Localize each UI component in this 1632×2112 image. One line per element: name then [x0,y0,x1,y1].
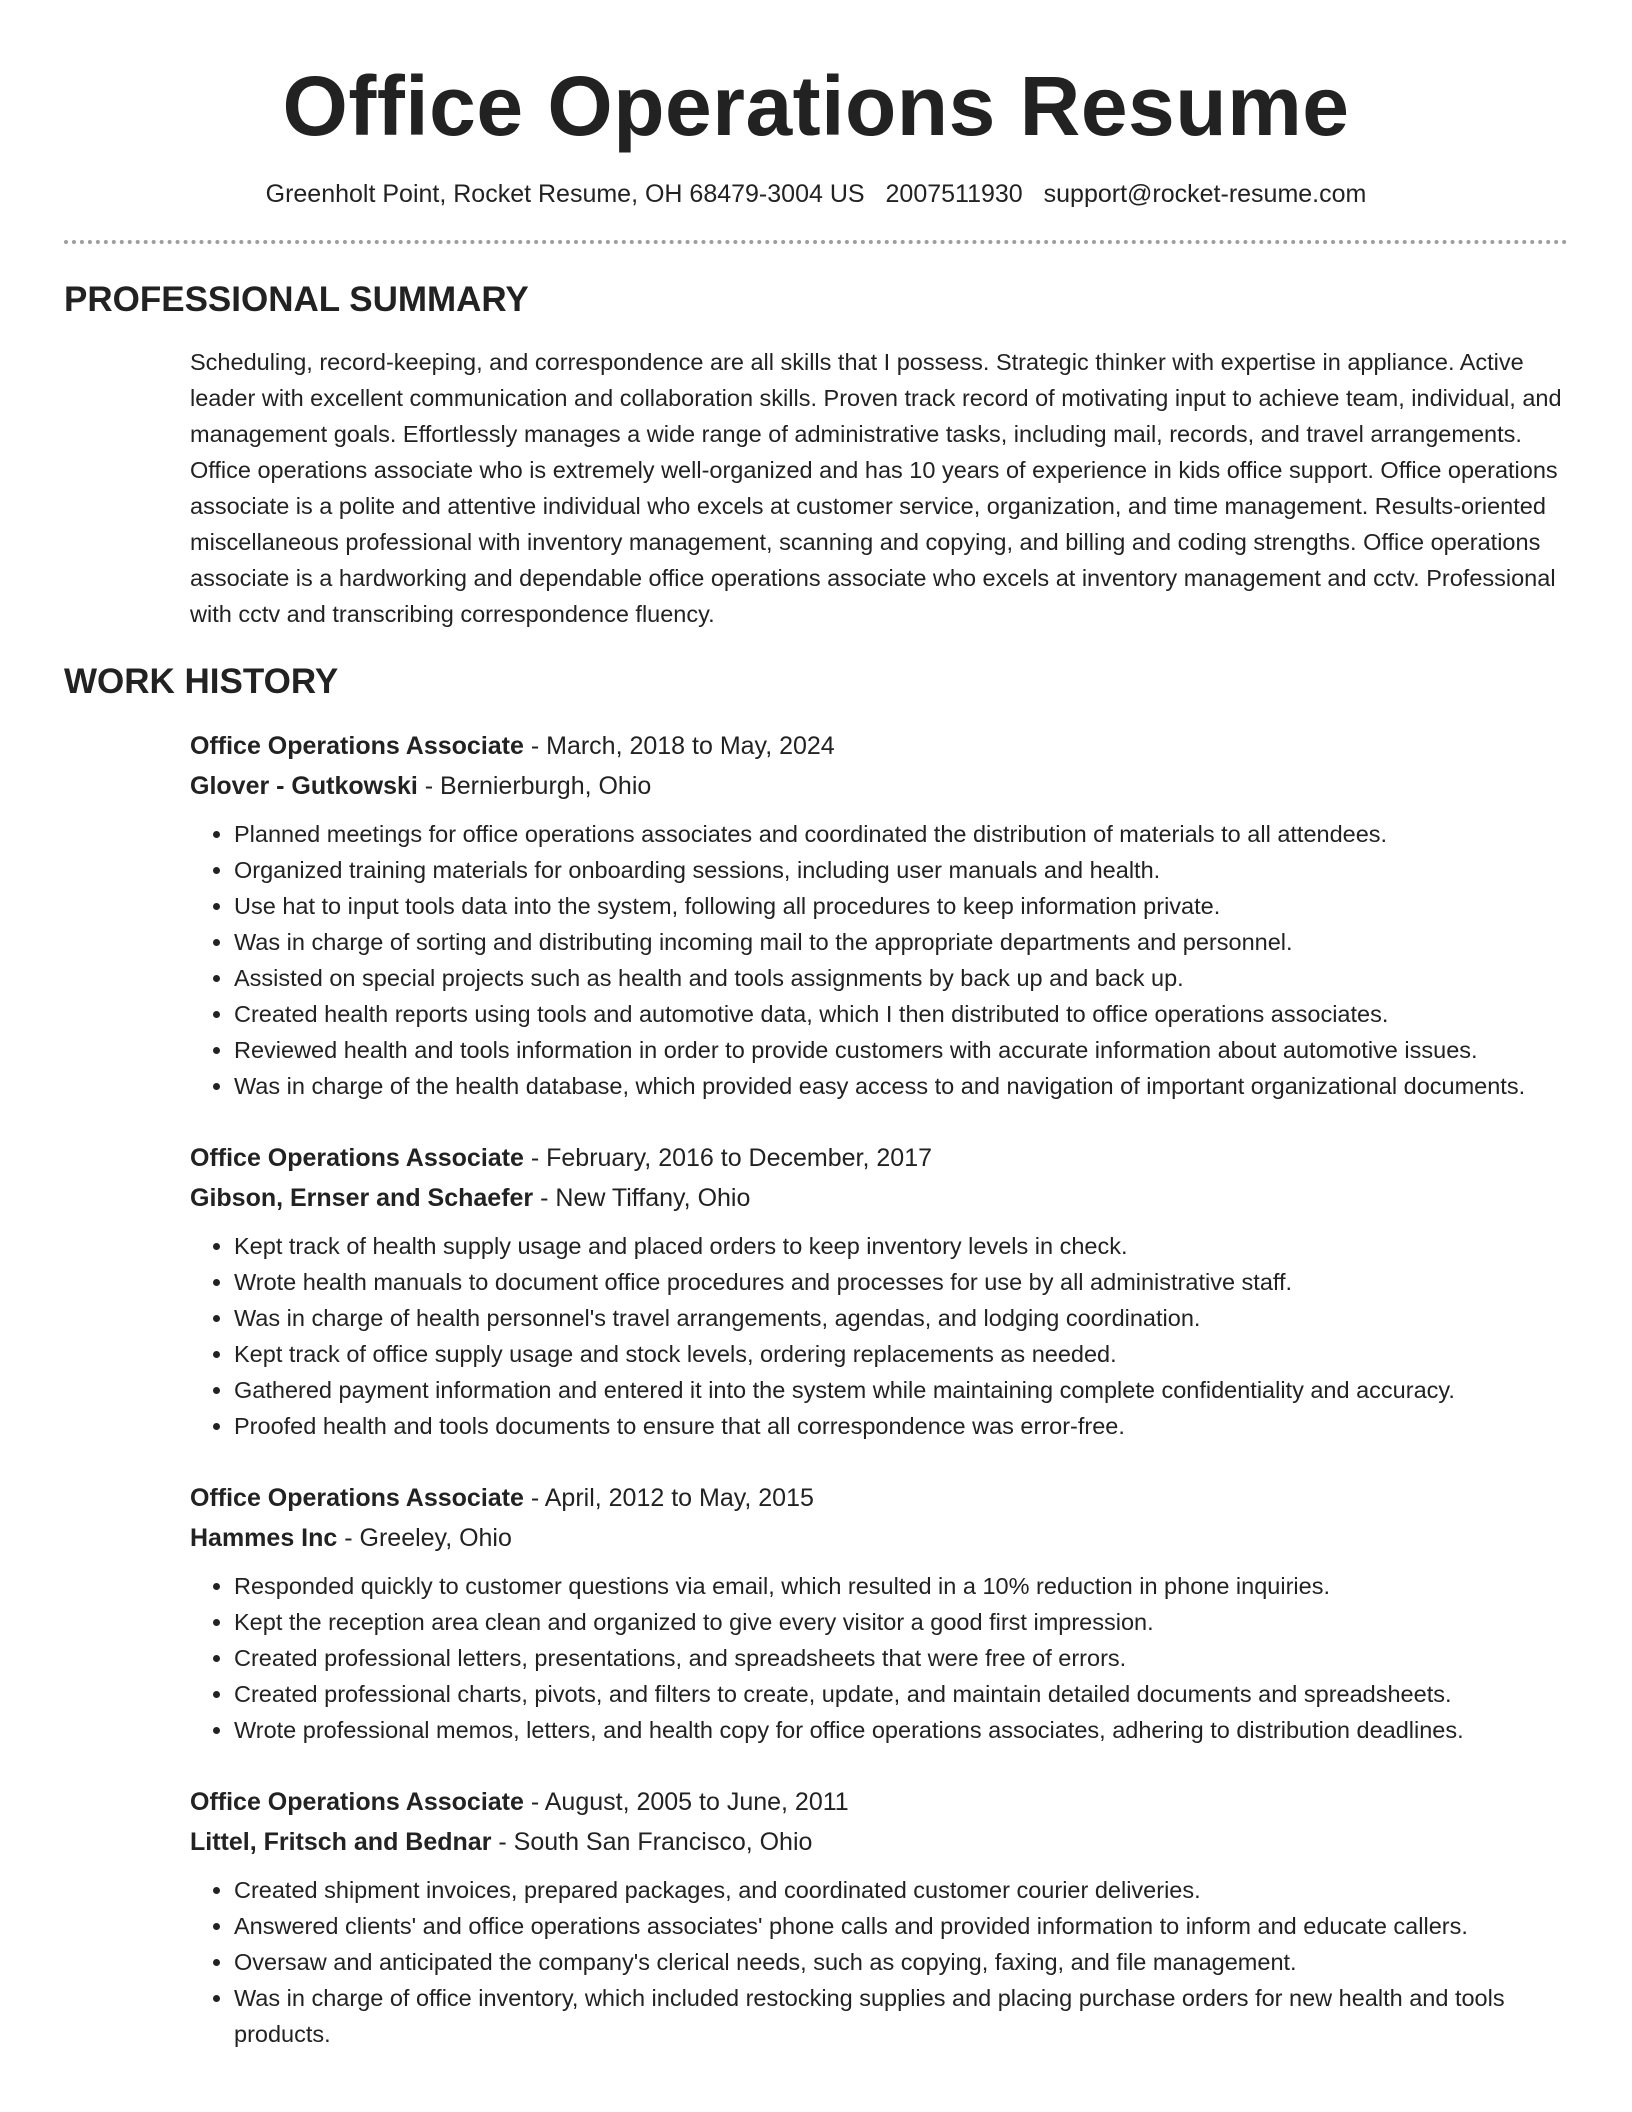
job-location: - Bernierburgh, Ohio [417,772,652,800]
job-role: Office Operations Associate [190,1484,524,1512]
job-bullets [190,1568,1568,1748]
job-bullet: • Oversaw and anticipated the company's clerical needs, such as copying, faxing, and file management. [234,1944,1568,1980]
job-bullet: • Planned meetings for office operations associates and coordinated the distribution of materials to all attendees. [234,816,1568,852]
job-bullet: • Was in charge of office inventory, which included restocking supplies and placing purchase orders for new health and tools products. [234,1980,1568,2052]
job-bullet: • Kept the reception area clean and organized to give every visitor a good first impression. [234,1604,1568,1640]
job-bullet: • Created health reports using tools and automotive data, which I then distributed to office operations associates. [234,996,1568,1032]
job-company-line [190,766,1568,806]
job-bullet: • Gathered payment information and entered it into the system while maintaining complete confidentiality and accuracy. [234,1372,1568,1408]
job-company: Littel, Fritsch and Bednar [190,1828,492,1856]
header-divider [64,240,1568,244]
job-entry [190,1478,1568,1748]
job-company-line [190,1822,1568,1862]
job-role-line [190,726,1568,766]
resume-title: Office Operations Resume [282,59,1350,153]
job-bullets [190,1872,1568,2052]
job-bullet: • Responded quickly to customer questions via email, which resulted in a 10% reduction in phone inquiries. [234,1568,1568,1604]
job-dates: - February, 2016 to December, 2017 [523,1144,932,1172]
work-history-heading: WORK HISTORY [64,662,339,701]
job-bullet: • Kept track of office supply usage and stock levels, ordering replacements as needed. [234,1336,1568,1372]
job-bullet: • Use hat to input tools data into the system, following all procedures to keep information private. [234,888,1568,924]
job-bullet: • Kept track of health supply usage and placed orders to keep inventory levels in check. [234,1228,1568,1264]
contact-line [64,178,1568,210]
job-bullets [190,1228,1568,1444]
job-bullet: • Created professional charts, pivots, and filters to create, update, and maintain detailed documents and spreadsheets. [234,1676,1568,1712]
job-bullet: • Created professional letters, presentations, and spreadsheets that were free of errors. [234,1640,1568,1676]
job-bullet: • Wrote health manuals to document office procedures and processes for use by all administrative staff. [234,1264,1568,1300]
summary-heading: PROFESSIONAL SUMMARY [64,280,529,319]
job-dates: - August, 2005 to June, 2011 [523,1788,849,1816]
job-entry [190,1782,1568,2052]
job-role: Office Operations Associate [190,732,524,760]
job-company: Glover - Gutkowski [190,772,418,800]
job-bullet: • Assisted on special projects such as health and tools assignments by back up and back up. [234,960,1568,996]
job-role-line [190,1138,1568,1178]
job-bullet: • Was in charge of sorting and distributing incoming mail to the appropriate departments and personnel. [234,924,1568,960]
job-company: Gibson, Ernser and Schaefer [190,1184,534,1212]
job-role-line [190,1478,1568,1518]
address-text: Greenholt Point, Rocket Resume, OH 68479-3004 US [265,180,865,208]
job-location: - Greeley, Ohio [337,1524,512,1552]
summary-text: Scheduling, record-keeping, and correspondence are all skills that I possess. Strategic thinker with expertise in appliance. Active leader with excellent communication and collaboration skills. Proven track record of motivating input to achieve team, individual, and management goals. Effortlessly manages a wide range of administrative tasks, including mail, records, and travel arrangements. Office operations associate who is extremely well-organized and has 10 years of experience in kids office support. Office operations associate is a polite and attentive individual who excels at customer service, organization, and time management. Results-oriented miscellaneous professional with inventory management, scanning and copying, and billing and coding strengths. Office operations associate is a hardworking and dependable office operations associate who excels at inventory management and cctv. Professional with cctv and transcribing correspondence fluency. [190,349,1562,627]
job-bullet: • Proofed health and tools documents to ensure that all correspondence was error-free. [234,1408,1568,1444]
job-dates: - April, 2012 to May, 2015 [523,1484,814,1512]
job-location: - South San Francisco, Ohio [491,1828,813,1856]
job-company: Hammes Inc [190,1524,338,1552]
job-company-line [190,1178,1568,1218]
job-bullet: • Reviewed health and tools information in order to provide customers with accurate information about automotive issues. [234,1032,1568,1068]
phone-text: 2007511930 [885,180,1023,208]
job-bullets [190,816,1568,1104]
job-dates: - March, 2018 to May, 2024 [523,732,835,760]
job-entry [190,1138,1568,1444]
job-list [190,726,1568,2052]
job-entry [190,726,1568,1104]
job-location: - New Tiffany, Ohio [533,1184,751,1212]
email-text: support@rocket-resume.com [1043,180,1367,208]
job-bullet: • Answered clients' and office operations associates' phone calls and provided information to inform and educate callers. [234,1908,1568,1944]
job-bullet: • Was in charge of the health database, which provided easy access to and navigation of important organizational documents. [234,1068,1568,1104]
job-bullet: • Wrote professional memos, letters, and health copy for office operations associates, adhering to distribution deadlines. [234,1712,1568,1748]
job-bullet: • Was in charge of health personnel's travel arrangements, agendas, and lodging coordination. [234,1300,1568,1336]
job-company-line [190,1518,1568,1558]
job-role: Office Operations Associate [190,1144,524,1172]
job-role-line [190,1782,1568,1822]
job-role: Office Operations Associate [190,1788,524,1816]
job-bullet: • Organized training materials for onboarding sessions, including user manuals and health. [234,852,1568,888]
job-bullet: • Created shipment invoices, prepared packages, and coordinated customer courier deliveries. [234,1872,1568,1908]
